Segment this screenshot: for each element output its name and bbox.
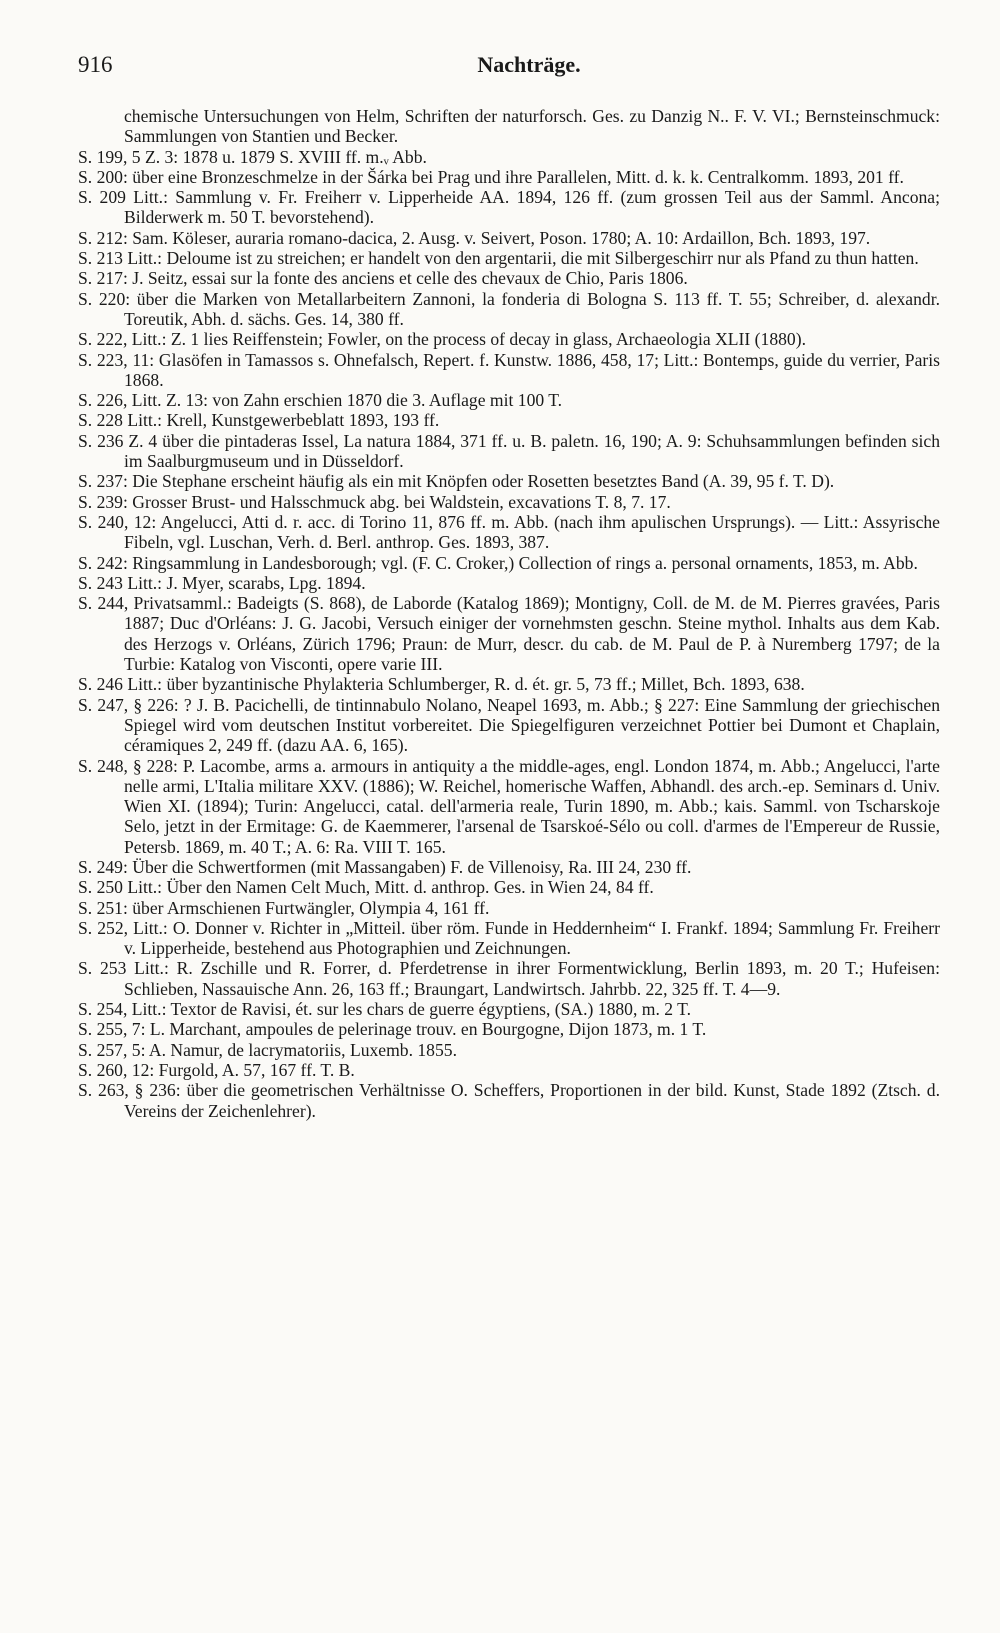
addenda-entry: S. 236 Z. 4 über die pintaderas Issel, La natura 1884, 371 ff. u. B. paletn. 16, 190; A. 9: Schuhsammlungen befinden sich im Saalburgmuseum und in Düsseldorf. bbox=[78, 430, 940, 472]
addenda-entry: S. 257, 5: A. Namur, de lacrymatoriis, Luxemb. 1855. bbox=[78, 1039, 457, 1060]
addenda-entry: S. 243 Litt.: J. Myer, scarabs, Lpg. 1894. bbox=[78, 572, 366, 593]
addenda-entry: S. 200: über eine Bronzeschmelze in der Šárka bei Prag und ihre Parallelen, Mitt. d. k. k. Centralkomm. 1893, 201 ff. bbox=[78, 166, 904, 187]
addenda-entry: S. 251: über Armschienen Furtwängler, Olympia 4, 161 ff. bbox=[78, 897, 490, 918]
addenda-entry: S. 222, Litt.: Z. 1 lies Reiffenstein; Fowler, on the process of decay in glass, Archaeologia XLII (1880). bbox=[78, 329, 806, 350]
page-header bbox=[78, 52, 940, 92]
addenda-entry: S. 213 Litt.: Deloume ist zu streichen; er handelt von den argentarii, die mit Silbergeschirr nur als Pfand zu thun hatten. bbox=[78, 248, 919, 269]
addenda-entry: S. 239: Grosser Brust- und Halsschmuck abg. bei Waldstein, excavations T. 8, 7. 17. bbox=[78, 491, 671, 512]
addenda-entry: S. 246 Litt.: über byzantinische Phylakteria Schlumberger, R. d. ét. gr. 5, 73 ff.; Millet, Bch. 1893, 638. bbox=[78, 674, 805, 695]
addenda-entry: S. 260, 12: Furgold, A. 57, 167 ff. T. B. bbox=[78, 1059, 355, 1080]
addenda-entry: S. 242: Ringsammlung in Landesborough; vgl. (F. C. Croker,) Collection of rings a. personal ornaments, 1853, m. Abb. bbox=[78, 552, 918, 573]
addenda-entry: S. 255, 7: L. Marchant, ampoules de pelerinage trouv. en Bourgogne, Dijon 1873, m. 1 T. bbox=[78, 1019, 707, 1040]
addenda-entry: S. 248, § 228: P. Lacombe, arms a. armours in antiquity a the middle-ages, engl. London 1874, m. Abb.; Angelucci, l'arte nelle armi, L'Italia militare XXV. (1886); W. Reichel, homerische Waffen, Abhandl. des arch.-ep. Seminars d. Univ. Wien XI. (1894); Turin: Angelucci, catal. dell'armeria reale, Turin 1890, m. Abb.; kais. Samml. von Tscharskoje Selo, jetzt in der Ermitage: G. de Kaemmerer, l'arsenal de Tsarskoé-Sélo ou coll. d'armes de l'Empereur de Russie, Petersb. 1869, m. 40 T.; A. 6: Ra. VIII T. 165. bbox=[78, 755, 940, 857]
addenda-entry: S. 249: Über die Schwertformen (mit Massangaben) F. de Villenoisy, Ra. III 24, 230 ff. bbox=[78, 856, 692, 877]
addenda-entry: S. 263, § 236: über die geometrischen Verhältnisse O. Scheffers, Proportionen in der bild. Kunst, Stade 1892 (Ztsch. d. Vereins der Zeichenlehrer). bbox=[78, 1080, 940, 1121]
addenda-entry: S. 254, Litt.: Textor de Ravisi, ét. sur les chars de guerre égyptiens, (SA.) 1880, m. 2 T. bbox=[78, 999, 691, 1020]
addenda-entry: S. 220: über die Marken von Metallarbeitern Zannoni, la fonderia di Bologna S. 113 ff. T. 55; Schreiber, d. alexandr. Toreutik, Abh. d. sächs. Ges. 14, 380 ff. bbox=[78, 288, 940, 329]
addenda-entry: S. 226, Litt. Z. 13: von Zahn erschien 1870 die 3. Auflage mit 100 T. bbox=[78, 390, 563, 411]
addenda-entry: S. 237: Die Stephane erscheint häufig als ein mit Knöpfen oder Rosetten besetztes Band (A. 39, 95 f. T. D). bbox=[78, 471, 835, 492]
running-title: Nachträge. bbox=[477, 52, 581, 77]
addenda-entry: S. 217: J. Seitz, essai sur la fonte des anciens et celle des chevaux de Chio, Paris 1806. bbox=[78, 268, 688, 289]
addenda-entry: S. 209 Litt.: Sammlung v. Fr. Freiherr v. Lipperheide AA. 1894, 126 ff. (zum grossen Teil aus der Samml. Ancona; Bilderwerk m. 50 T. bevorstehend). bbox=[78, 187, 940, 228]
addenda-entry: S. 199, 5 Z. 3: 1878 u. 1879 S. XVIII ff. m.ᵥ Abb. bbox=[78, 146, 427, 167]
addenda-entry: S. 223, 11: Glasöfen in Tamassos s. Ohnefalsch, Repert. f. Kunstw. 1886, 458, 17; Litt.: Bontemps, guide du verrier, Paris 1868. bbox=[78, 349, 940, 390]
addenda-entry: S. 212: Sam. Köleser, auraria romano-dacica, 2. Ausg. v. Seivert, Poson. 1780; A. 10: Ardaillon, Bch. 1893, 197. bbox=[78, 227, 871, 248]
addenda-entry: S. 228 Litt.: Krell, Kunstgewerbeblatt 1893, 193 ff. bbox=[78, 410, 440, 431]
addenda-list bbox=[78, 106, 940, 1121]
addenda-entry: S. 240, 12: Angelucci, Atti d. r. acc. di Torino 11, 876 ff. m. Abb. (nach ihm apulischen Ursprungs). — Litt.: Assyrische Fibeln, vgl. Luschan, Verh. d. Berl. anthrop. Ges. 1893, 387. bbox=[78, 511, 940, 553]
addenda-entry: S. 252, Litt.: O. Donner v. Richter in „Mitteil. über röm. Funde in Heddernheim“ I. Frankf. 1894; Sammlung Fr. Freiherr v. Lipperheide, bestehend aus Photographien und Zeichnungen. bbox=[78, 917, 940, 959]
addenda-entry: S. 253 Litt.: R. Zschille und R. Forrer, d. Pferdetrense in ihrer Formentwicklung, Berlin 1893, m. 20 T.; Hufeisen: Schlieben, Nassauische Ann. 26, 163 ff.; Braungart, Landwirtsch. Jahrbb. 22, 325 ff. T. 4—9. bbox=[78, 958, 940, 999]
page-number: 916 bbox=[78, 52, 113, 77]
addenda-entry: S. 247, § 226: ? J. B. Pacichelli, de tintinnabulo Nolano, Neapel 1693, m. Abb.; § 227: Eine Sammlung der griechischen Spiegel wird vom deutschen Institut vorbereitet. Die Spiegelfiguren verzeichnet Pottier bei Dumont et Chaplain, céramiques 2, 249 ff. (dazu AA. 6, 165). bbox=[78, 694, 940, 756]
addenda-entry: S. 244, Privatsamml.: Badeigts (S. 868), de Laborde (Katalog 1869); Montigny, Coll. de M. de M. Pierres gravées, Paris 1887; Duc d'Orléans: J. G. Jacobi, Versuch einiger der vornehmsten geschn. Steine mythol. Inhalts aus dem Kab. des Herzogs v. Orléans, Zürich 1796; Praun: de Murr, descr. du cab. de M. Paul de P. à Nuremberg 1797; de la Turbie: Katalog von Visconti, opere varie III. bbox=[78, 593, 940, 675]
addenda-entry: chemische Untersuchungen von Helm, Schriften der naturforsch. Ges. zu Danzig N.. F. V. VI.; Bernsteinschmuck: Sammlungen von Stantien und Becker. bbox=[124, 106, 940, 147]
addenda-entry: S. 250 Litt.: Über den Namen Celt Much, Mitt. d. anthrop. Ges. in Wien 24, 84 ff. bbox=[78, 877, 654, 898]
